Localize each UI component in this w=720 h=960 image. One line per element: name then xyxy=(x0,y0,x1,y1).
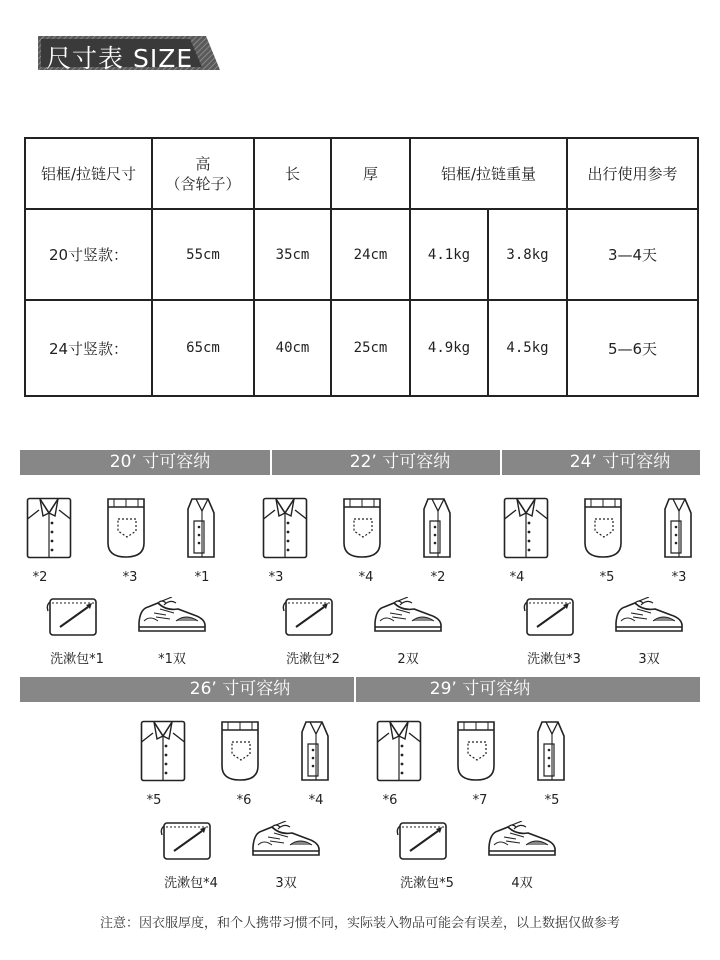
row-name: 20寸竖款： xyxy=(25,209,152,300)
pants-count-24: *5 xyxy=(599,570,615,585)
folded-jacket-icon xyxy=(663,497,693,563)
header-size: 铝框/拉链尺寸 xyxy=(25,138,152,209)
row-length: 40cm xyxy=(254,300,331,396)
shoes-count-20: *1双 xyxy=(158,652,186,667)
folded-shirt-icon xyxy=(503,497,549,563)
folded-pants-icon xyxy=(342,497,382,563)
sneaker-icon xyxy=(250,821,322,863)
capacity-band-bottom xyxy=(20,677,700,702)
row-depth: 24cm xyxy=(331,209,410,300)
bag-count-29: 洗漱包*5 xyxy=(400,876,454,891)
folded-jacket-icon xyxy=(300,720,330,786)
row-length: 35cm xyxy=(254,209,331,300)
capacity-label-29: 29’ 寸可容纳 xyxy=(429,679,531,699)
row-travel: 5—6天 xyxy=(567,300,698,396)
jacket-count-24: *3 xyxy=(671,570,687,585)
pants-count-29: *7 xyxy=(472,793,488,808)
shirt-count-26: *5 xyxy=(146,793,162,808)
shoes-count-26: 3双 xyxy=(275,876,297,891)
folded-shirt-icon xyxy=(26,497,72,563)
row-weight-alu: 4.1kg xyxy=(410,209,488,300)
row-weight-zip: 4.5kg xyxy=(488,300,567,396)
shirt-count-22: *3 xyxy=(268,570,284,585)
capacity-label-20: 20’ 寸可容纳 xyxy=(109,452,211,472)
shirt-count-24: *4 xyxy=(509,570,525,585)
jacket-count-22: *2 xyxy=(430,570,446,585)
sneaker-icon xyxy=(136,597,208,639)
footnote: 注意：因衣服厚度，和个人携带习惯不同，实际装入物品可能会有误差，以上数据仅做参考 xyxy=(99,916,620,931)
header-travel: 出行使用参考 xyxy=(567,138,698,209)
folded-shirt-icon xyxy=(262,497,308,563)
sneaker-icon xyxy=(486,821,558,863)
capacity-band-top xyxy=(20,450,700,475)
capacity-label-26: 26’ 寸可容纳 xyxy=(189,679,291,699)
pants-count-22: *4 xyxy=(358,570,374,585)
size-table xyxy=(24,137,699,397)
shoes-count-22: 2双 xyxy=(397,652,419,667)
header-height xyxy=(152,138,254,209)
folded-jacket-icon xyxy=(536,720,566,786)
band-divider xyxy=(500,450,502,475)
jacket-count-20: *1 xyxy=(194,570,210,585)
band-divider xyxy=(354,677,356,702)
row-weight-zip: 3.8kg xyxy=(488,209,567,300)
toiletry-bag-icon xyxy=(46,593,98,643)
bag-count-24: 洗漱包*3 xyxy=(527,652,581,667)
header-height-line2: （含轮子） xyxy=(165,174,241,193)
table-row xyxy=(25,300,698,396)
pants-count-26: *6 xyxy=(236,793,252,808)
folded-pants-icon xyxy=(456,720,496,786)
row-height: 65cm xyxy=(152,300,254,396)
folded-jacket-icon xyxy=(422,497,452,563)
jacket-count-29: *5 xyxy=(544,793,560,808)
sneaker-icon xyxy=(613,597,685,639)
row-weight-alu: 4.9kg xyxy=(410,300,488,396)
shirt-count-29: *6 xyxy=(382,793,398,808)
capacity-label-22: 22’ 寸可容纳 xyxy=(349,452,451,472)
row-name: 24寸竖款： xyxy=(25,300,152,396)
folded-shirt-icon xyxy=(376,720,422,786)
toiletry-bag-icon xyxy=(160,817,212,867)
bag-count-20: 洗漱包*1 xyxy=(50,652,104,667)
bag-count-22: 洗漱包*2 xyxy=(286,652,340,667)
row-travel: 3—4天 xyxy=(567,209,698,300)
toiletry-bag-icon xyxy=(523,593,575,643)
shoes-count-29: 4双 xyxy=(511,876,533,891)
shirt-count-20: *2 xyxy=(32,570,48,585)
folded-pants-icon xyxy=(583,497,623,563)
capacity-label-24: 24’ 寸可容纳 xyxy=(569,452,671,472)
sneaker-icon xyxy=(372,597,444,639)
header-weight: 铝框/拉链重量 xyxy=(410,138,567,209)
row-height: 55cm xyxy=(152,209,254,300)
folded-pants-icon xyxy=(106,497,146,563)
page-title: 尺寸表 SIZE xyxy=(46,44,194,73)
table-header-row xyxy=(25,138,698,209)
jacket-count-26: *4 xyxy=(308,793,324,808)
header-length: 长 xyxy=(254,138,331,209)
toiletry-bag-icon xyxy=(396,817,448,867)
header-depth: 厚 xyxy=(331,138,410,209)
folded-jacket-icon xyxy=(186,497,216,563)
header-height-line1: 高 xyxy=(195,154,211,173)
band-divider xyxy=(270,450,272,475)
title-banner xyxy=(38,36,220,73)
bag-count-26: 洗漱包*4 xyxy=(164,876,218,891)
shoes-count-24: 3双 xyxy=(638,652,660,667)
row-depth: 25cm xyxy=(331,300,410,396)
toiletry-bag-icon xyxy=(282,593,334,643)
folded-shirt-icon xyxy=(140,720,186,786)
pants-count-20: *3 xyxy=(122,570,138,585)
folded-pants-icon xyxy=(220,720,260,786)
table-row xyxy=(25,209,698,300)
